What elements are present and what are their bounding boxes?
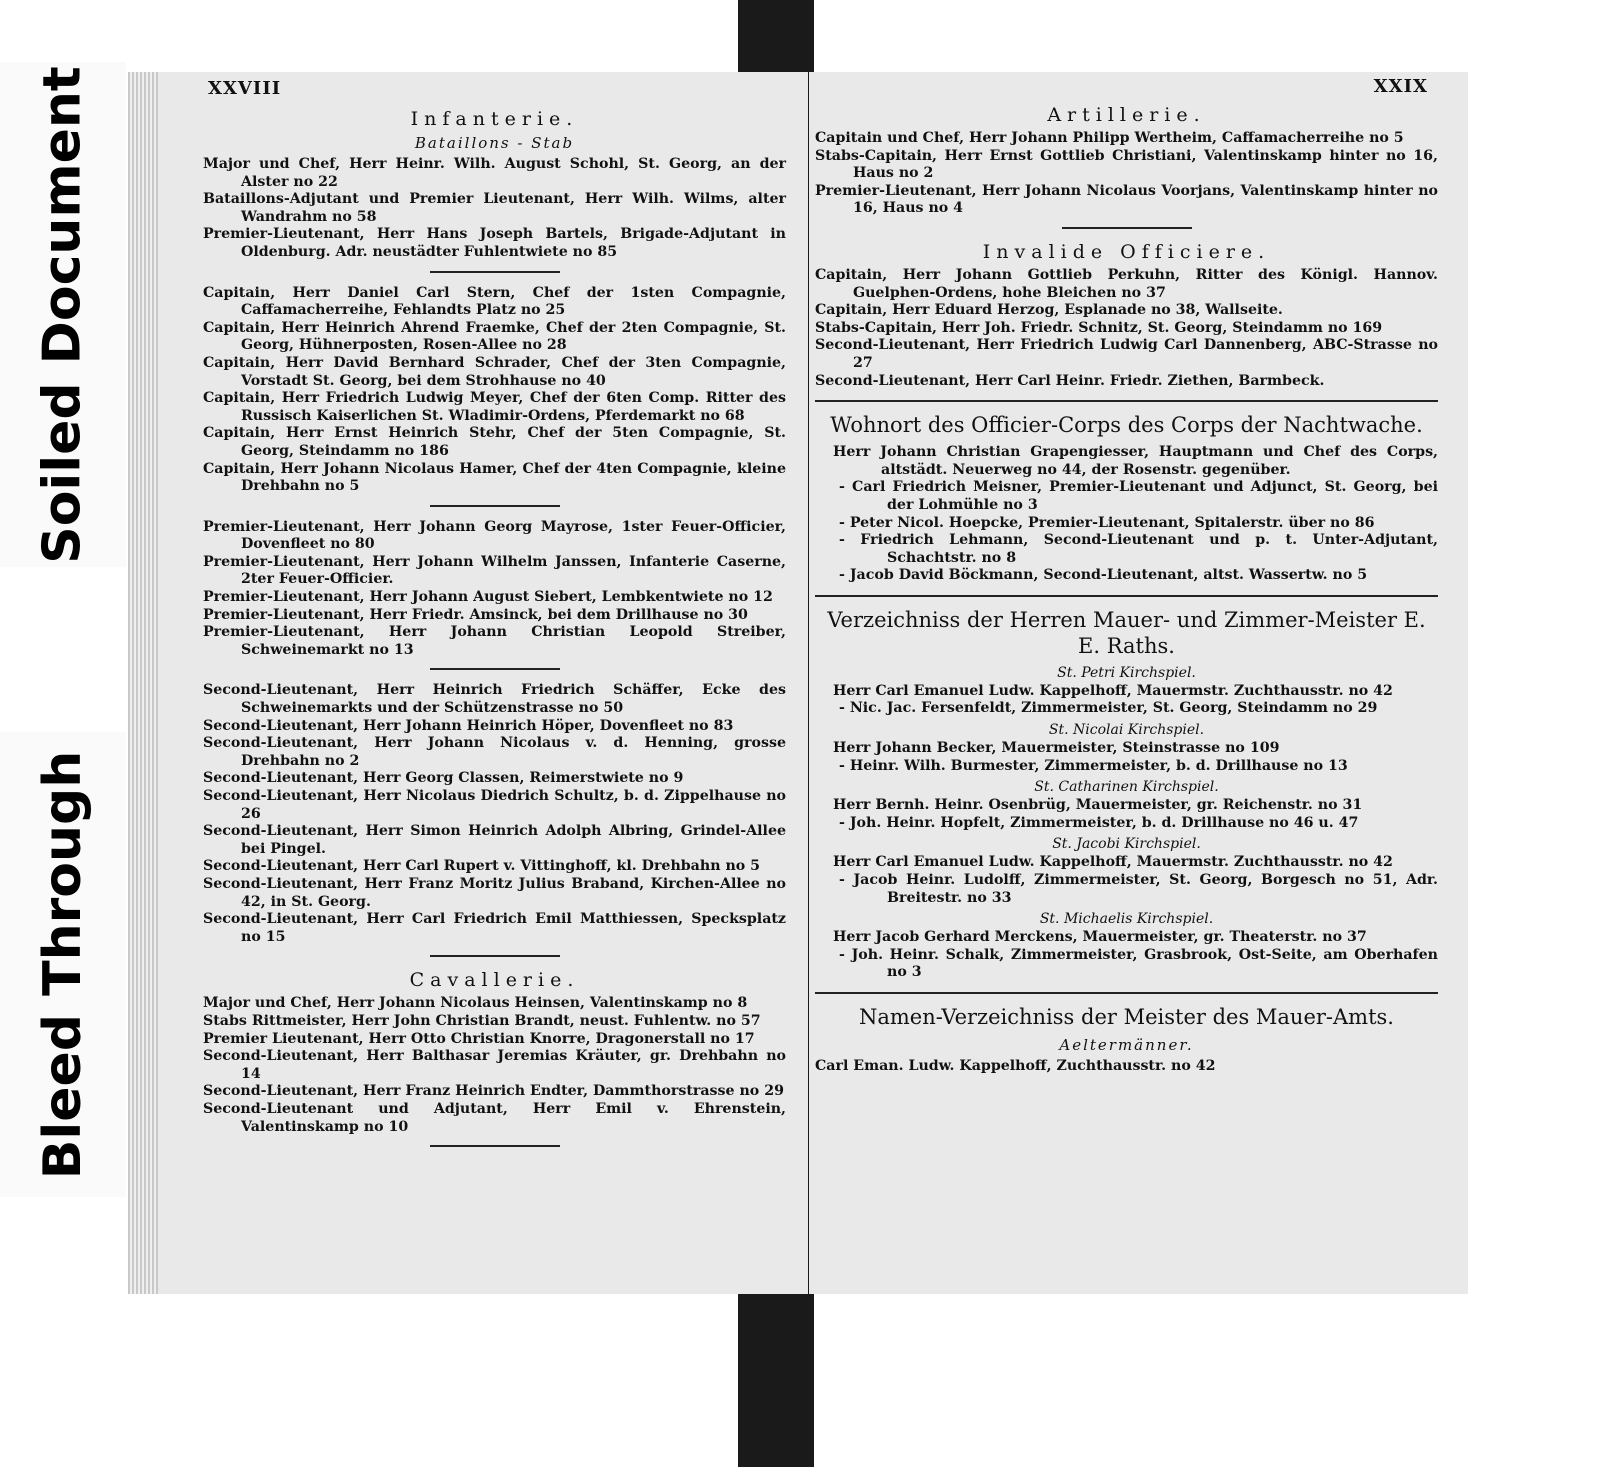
artillerie-heading: Artillerie. — [1047, 104, 1206, 126]
list-item: Premier-Lieutenant, Herr Johann Georg Mayrose, 1ster Feuer-Officier, Dovenfleet no 80 — [203, 518, 786, 553]
list-item: - Joh. Heinr. Hopfelt, Zimmermeister, b. d. Drillhause no 46 u. 47 — [839, 814, 1359, 831]
list-item: Second-Lieutenant, Herr Heinrich Friedrich Schäffer, Ecke des Schweinemarkts und der Schützenstrasse no 50 — [203, 682, 786, 717]
invalide-heading: Invalide Officiere. — [982, 240, 1271, 263]
bleed-through-label — [0, 732, 126, 1197]
list-item: Second-Lieutenant und Adjutant, Herr Emil v. Ehrenstein, Valentinskamp no 10 — [203, 1100, 786, 1135]
list-item: - Carl Friedrich Meisner, Premier-Lieutenant und Adjunct, St. Georg, bei der Lohmühle no 3 — [839, 479, 1438, 513]
parish-heading: St. Catharinen Kirchspiel. — [1034, 779, 1219, 796]
list-item: Premier-Lieutenant, Herr Johann Christian Leopold Streiber, Schweinemarkt no 13 — [203, 624, 786, 658]
aeltermaenner-subheading: Aeltermänner. — [1059, 1036, 1194, 1054]
page-edges — [128, 72, 158, 1294]
list-item: Premier Lieutenant, Herr Otto Christian Knorre, Dragonerstall no 17 — [203, 1030, 755, 1047]
list-item: Capitain, Herr Heinrich Ahrend Fraemke, Chef der 2ten Compagnie, St. Georg, Hühnerposten, Rosen-Allee no 28 — [203, 319, 786, 354]
list-item: - Joh. Heinr. Schalk, Zimmermeister, Grasbrook, Ost-Seite, am Oberhafen no 3 — [839, 946, 1438, 981]
bataillons-stab-subheading: Bataillons - Stab — [414, 134, 575, 152]
list-item: Stabs-Capitain, Herr Ernst Gottlieb Christiani, Valentinskamp hinter no 16, Haus no 2 — [815, 147, 1438, 182]
section-rule — [815, 400, 1438, 402]
second-lieutenants-list — [203, 682, 786, 946]
divider — [430, 955, 560, 957]
list-item: Premier-Lieutenant, Herr Johann Nicolaus Voorjans, Valentinskamp hinter no 16, Haus no 4 — [815, 182, 1438, 217]
list-item: Stabs Rittmeister, Herr John Christian Brandt, neust. Fuhlentw. no 57 — [203, 1012, 761, 1029]
nachtwache-list — [815, 444, 1438, 585]
list-item: Capitain, Herr Ernst Heinrich Stehr, Chef der 5ten Compagnie, St. Georg, Steindamm no 186 — [203, 425, 786, 459]
list-item: Second-Lieutenant, Herr Georg Classen, Reimerstwiete no 9 — [203, 770, 684, 787]
list-item: Premier-Lieutenant, Herr Johann Wilhelm Janssen, Infanterie Caserne, 2ter Feuer-Officier. — [203, 553, 786, 588]
meister-heading: Verzeichniss der Herren Mauer- und Zimmer-Meister E. E. Raths. — [827, 607, 1426, 658]
cavallerie-heading: Cavallerie. — [409, 969, 580, 992]
divider — [430, 505, 560, 507]
divider — [430, 1145, 560, 1147]
section-rule — [815, 595, 1438, 597]
list-item: Capitain und Chef, Herr Johann Philipp Wertheim, Caffamacherreihe no 5 — [815, 130, 1404, 146]
list-item: - Heinr. Wilh. Burmester, Zimmermeister, b. d. Drillhause no 13 — [839, 757, 1348, 774]
list-item: Herr Bernh. Heinr. Osenbrüg, Mauermeister, gr. Reichenstr. no 31 — [833, 797, 1363, 814]
list-item: Capitain, Herr Daniel Carl Stern, Chef der 1sten Compagnie, Caffamacherreihe, Fehlandts Platz no 25 — [203, 284, 786, 319]
list-item: Major und Chef, Herr Johann Nicolaus Heinsen, Valentinskamp no 8 — [203, 995, 748, 1012]
list-item: Herr Carl Emanuel Ludw. Kappelhoff, Mauermstr. Zuchthausstr. no 42 — [833, 682, 1393, 699]
list-item: Herr Johann Becker, Mauermeister, Steinstrasse no 109 — [833, 740, 1280, 757]
list-item: Second-Lieutenant, Herr Franz Moritz Julius Braband, Kirchen-Allee no 42, in St. Georg. — [203, 875, 786, 910]
list-item: Second-Lieutenant, Herr Carl Heinr. Friedr. Ziethen, Barmbeck. — [815, 372, 1325, 389]
list-item: Capitain, Herr Friedrich Ludwig Meyer, Chef der 6ten Comp. Ritter des Russisch Kaiserlichen St. Wladimir-Ordens, Pferdemarkt no 68 — [203, 390, 786, 424]
right-page — [809, 72, 1468, 1294]
list-item: Carl Eman. Ludw. Kappelhoff, Zuchthausstr. no 42 — [815, 1058, 1216, 1074]
list-item: Second-Lieutenant, Herr Johann Heinrich Höper, Dovenfleet no 83 — [203, 717, 734, 734]
list-item: Premier-Lieutenant, Herr Johann August Siebert, Lembkentwiete no 12 — [203, 589, 773, 606]
list-item: Capitain, Herr David Bernhard Schrader, Chef der 3ten Compagnie, Vorstadt St. Georg, bei dem Strohhause no 40 — [203, 354, 786, 389]
list-item: Second-Lieutenant, Herr Balthasar Jeremias Kräuter, gr. Drehbahn no 14 — [203, 1048, 786, 1082]
parish-heading: St. Nicolai Kirchspiel. — [1048, 722, 1205, 739]
divider — [1062, 227, 1192, 229]
list-item: Bataillons-Adjutant und Premier Lieutenant, Herr Wilh. Wilms, alter Wandrahm no 58 — [203, 191, 786, 225]
left-page — [128, 72, 808, 1294]
soiled-document-text: Soiled Document — [33, 65, 94, 564]
parish-heading: St. Petri Kirchspiel. — [1057, 664, 1196, 681]
list-item: Second-Lieutenant, Herr Johann Nicolaus v. d. Henning, grosse Drehbahn no 2 — [203, 735, 786, 769]
list-item: Second-Lieutenant, Herr Friedrich Ludwig Carl Dannenberg, ABC-Strasse no 27 — [815, 337, 1438, 371]
artillerie-list — [815, 130, 1438, 218]
list-item: Major und Chef, Herr Heinr. Wilh. August Schohl, St. Georg, an der Alster no 22 — [203, 156, 786, 190]
list-item: Capitain, Herr Eduard Herzog, Esplanade no 38, Wallseite. — [815, 302, 1283, 319]
premier-lieutenants-list — [203, 519, 786, 660]
list-item: - Jacob Heinr. Ludolff, Zimmermeister, St. Georg, Borgesch no 51, Adr. Breitestr. no 33 — [839, 872, 1438, 906]
left-page-number: XXVIII — [208, 78, 282, 99]
cavallerie-list — [203, 995, 786, 1136]
list-item: - Friedrich Lehmann, Second-Lieutenant und p. t. Unter-Adjutant, Schachtstr. no 8 — [839, 532, 1438, 566]
list-item: Second-Lieutenant, Herr Nicolaus Diedrich Schultz, b. d. Zippelhause no 26 — [203, 788, 786, 822]
list-item: - Jacob David Böckmann, Second-Lieutenant, altst. Wassertw. no 5 — [839, 567, 1368, 584]
soiled-document-label — [0, 62, 126, 567]
list-item: Herr Jacob Gerhard Merckens, Mauermeister, gr. Theaterstr. no 37 — [833, 929, 1367, 946]
infanterie-heading: Infanterie. — [410, 108, 579, 130]
list-item: Stabs-Capitain, Herr Joh. Friedr. Schnitz, St. Georg, Steindamm no 169 — [815, 319, 1383, 336]
right-page-number: XXIX — [1373, 76, 1428, 97]
invalide-list — [815, 267, 1438, 390]
book-spread — [128, 72, 1468, 1294]
list-item: - Peter Nicol. Hoepcke, Premier-Lieutenant, Spitalerstr. über no 86 — [839, 514, 1375, 531]
mauer-amt-heading: Namen-Verzeichniss der Meister des Mauer-Amts. — [859, 1005, 1394, 1029]
section-rule — [815, 992, 1438, 994]
list-item: Second-Lieutenant, Herr Simon Heinrich Adolph Albring, Grindel-Allee bei Pingel. — [203, 823, 786, 857]
list-item: Premier-Lieutenant, Herr Friedr. Amsinck, bei dem Drillhause no 30 — [203, 606, 748, 623]
nachtwache-heading: Wohnort des Officier-Corps des Corps der Nachtwache. — [830, 413, 1423, 438]
list-item: Second-Lieutenant, Herr Carl Friedrich Emil Matthiessen, Specksplatz no 15 — [203, 911, 786, 945]
list-item: Premier-Lieutenant, Herr Hans Joseph Bartels, Brigade-Adjutant in Oldenburg. Adr. neustädter Fuhlentwiete no 85 — [203, 226, 786, 260]
list-item: - Nic. Jac. Fersenfeldt, Zimmermeister, St. Georg, Steindamm no 29 — [839, 700, 1378, 717]
staff-list — [203, 156, 786, 262]
parish-heading: St. Jacobi Kirchspiel. — [1052, 836, 1201, 853]
list-item: Herr Carl Emanuel Ludw. Kappelhoff, Mauermstr. Zuchthausstr. no 42 — [833, 854, 1393, 871]
divider — [430, 668, 560, 670]
divider — [430, 271, 560, 273]
list-item: Herr Johann Christian Grapengiesser, Hauptmann und Chef des Corps, altstädt. Neuerweg no 44, der Rosenstr. gegenüber. — [833, 444, 1438, 478]
list-item: Second-Lieutenant, Herr Carl Rupert v. Vittinghoff, kl. Drehbahn no 5 — [203, 858, 761, 875]
bleed-through-text: Bleed Through — [33, 750, 94, 1179]
list-item: Capitain, Herr Johann Gottlieb Perkuhn, Ritter des Königl. Hannov. Guelphen-Ordens, hohe Bleichen no 37 — [815, 266, 1438, 301]
capitains-list — [203, 285, 786, 496]
parish-heading: St. Michaelis Kirchspiel. — [1039, 911, 1214, 928]
list-item: Capitain, Herr Johann Nicolaus Hamer, Chef der 4ten Compagnie, kleine Drehbahn no 5 — [203, 460, 786, 495]
list-item: Second-Lieutenant, Herr Franz Heinrich Endter, Dammthorstrasse no 29 — [203, 1083, 784, 1100]
